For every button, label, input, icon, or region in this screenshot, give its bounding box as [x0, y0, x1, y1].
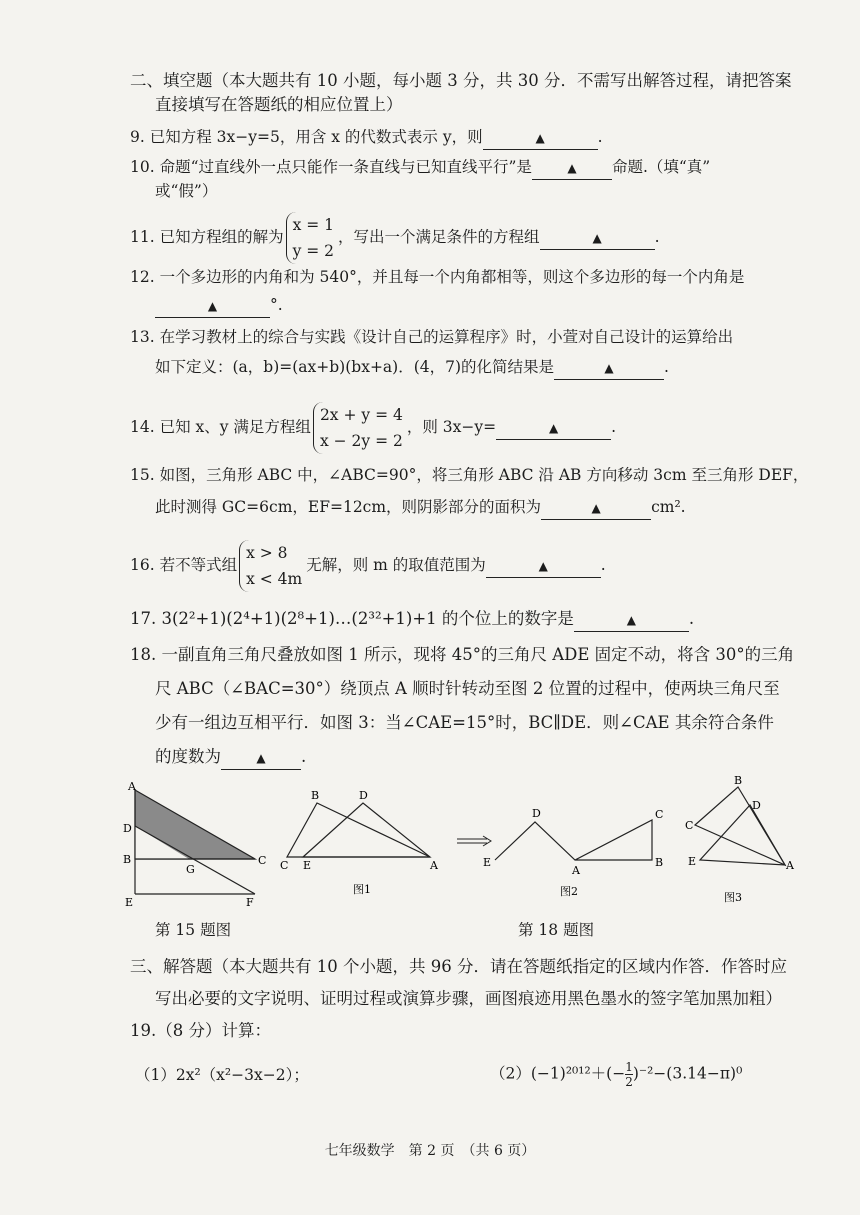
- label-c: C: [655, 808, 664, 821]
- question-9: 9. 已知方程 3x−y=5，用含 x 的代数式表示 y，则 ▲ .: [130, 126, 603, 150]
- figure-15: [115, 780, 275, 910]
- figure-18-3: [680, 775, 800, 905]
- answer-blank[interactable]: ▲: [155, 294, 270, 318]
- section3-header: 三、解答题（本大题共有 10 个小题，共 96 分．请在答题纸指定的区域内作答．作答时应: [130, 957, 787, 976]
- label-b: B: [123, 853, 132, 866]
- label-d: D: [123, 822, 132, 835]
- answer-blank[interactable]: ▲: [540, 226, 655, 250]
- fig2-label: 图2: [560, 885, 578, 898]
- answer-blank[interactable]: ▲: [483, 126, 598, 150]
- inequality-system: x > 8 x < 4m: [239, 540, 302, 592]
- question-12: 12. 一个多边形的内角和为 540°，并且每一个内角都相等，则这个多边形的每一个内角是: [130, 268, 745, 286]
- label-d: D: [359, 789, 368, 802]
- question-19-part2: （2）(−1)²⁰¹²＋(− $\frac{1}{2}$ )⁻²−(3.14−π)⁰: [490, 1060, 743, 1089]
- label-e: E: [483, 856, 492, 869]
- label-d: D: [752, 799, 761, 812]
- section3-header-cont: 写出必要的文字说明、证明过程或演算步骤，画图痕迹用黑色墨水的签字笔加黑加粗）: [155, 989, 782, 1008]
- label-a: A: [430, 859, 438, 872]
- equation-system: x = 1 y = 2: [286, 212, 334, 264]
- answer-blank[interactable]: ▲: [486, 554, 601, 578]
- answer-blank[interactable]: ▲: [574, 608, 689, 632]
- fig3-label: 图3: [724, 891, 742, 904]
- page-footer: 七年级数学 第 2 页 （共 6 页）: [324, 1143, 536, 1159]
- question-14: 14. 已知 x、y 满足方程组 2x + y = 4 x − 2y = 2 ，则 3x−y= ▲ .: [130, 402, 616, 454]
- fig1-label: 图1: [353, 883, 371, 896]
- label-e: E: [303, 859, 312, 872]
- question-11: 11. 已知方程组的解为 x = 1 y = 2 ，写出一个满足条件的方程组 ▲ .: [130, 212, 660, 264]
- label-e: E: [125, 896, 134, 909]
- question-12-cont: ▲ °.: [155, 294, 283, 318]
- answer-blank[interactable]: ▲: [541, 496, 651, 520]
- label-d: D: [532, 807, 541, 820]
- question-16: 16. 若不等式组 x > 8 x < 4m 无解，则 m 的取值范围为 ▲ .: [130, 540, 606, 592]
- label-c: C: [258, 854, 267, 867]
- section2-header: 二、填空题（本大题共有 10 小题，每小题 3 分，共 30 分．不需写出解答过程，请把答案: [130, 71, 792, 90]
- answer-blank[interactable]: ▲: [496, 416, 611, 440]
- question-13: 13. 在学习教材上的综合与实践《设计自己的运算程序》时，小萱对自己设计的运算给出: [130, 328, 734, 346]
- answer-blank[interactable]: ▲: [554, 356, 664, 380]
- label-b: B: [734, 775, 743, 787]
- question-18-cont3: 的度数为 ▲ .: [155, 746, 306, 770]
- label-a: A: [572, 864, 580, 877]
- question-13-cont: 如下定义：(a，b)=(ax+b)(bx+a)．(4，7)的化简结果是 ▲ .: [155, 356, 669, 380]
- label-e: E: [688, 855, 697, 868]
- label-b: B: [655, 856, 664, 869]
- figure-18-2: [480, 800, 670, 900]
- equation-system: 2x + y = 4 x − 2y = 2: [313, 402, 403, 454]
- label-b: B: [311, 789, 320, 802]
- label-a: A: [786, 859, 794, 872]
- label-f: F: [246, 896, 254, 909]
- section2-header-cont: 直接填写在答题纸的相应位置上）: [155, 95, 403, 114]
- question-19-title: 19.（8 分）计算：: [130, 1021, 271, 1040]
- question-19-part1: （1）2x²（x²−3x−2）；: [135, 1066, 309, 1084]
- label-a: A: [128, 780, 136, 793]
- question-15: 15. 如图，三角形 ABC 中，∠ABC=90°，将三角形 ABC 沿 AB 方向移动 3cm 至三角形 DEF，: [130, 466, 809, 484]
- question-18: 18. 一副直角三角尺叠放如图 1 所示，现将 45°的三角尺 ADE 固定不动，将含 30°的三角: [130, 645, 795, 664]
- question-10: 10. 命题“过直线外一点只能作一条直线与已知直线平行”是 ▲ 命题.（填“真”: [130, 156, 710, 180]
- question-18-cont2: 少有一组边互相平行．如图 3：当∠CAE=15°时，BC∥DE．则∠CAE 其余符合条件: [155, 713, 774, 732]
- fig15-caption: 第 15 题图: [155, 921, 232, 939]
- question-15-cont: 此时测得 GC=6cm，EF=12cm，则阴影部分的面积为 ▲ cm².: [155, 496, 686, 520]
- question-17: 17. 3(2²+1)(2⁴+1)(2⁸+1)…(2³²+1)+1 的个位上的数字是 ▲ .: [130, 608, 694, 632]
- answer-blank[interactable]: ▲: [221, 746, 301, 770]
- figure-18-1: [275, 785, 445, 900]
- label-c: C: [280, 859, 289, 872]
- question-18-cont1: 尺 ABC（∠BAC=30°）绕顶点 A 顺时针转动至图 2 位置的过程中，使两块三角尺至: [155, 679, 780, 698]
- fig18-caption: 第 18 题图: [518, 921, 595, 939]
- question-10-cont: 或“假”）: [155, 182, 218, 200]
- label-c: C: [685, 819, 694, 832]
- label-g: G: [186, 863, 195, 876]
- answer-blank[interactable]: ▲: [532, 156, 612, 180]
